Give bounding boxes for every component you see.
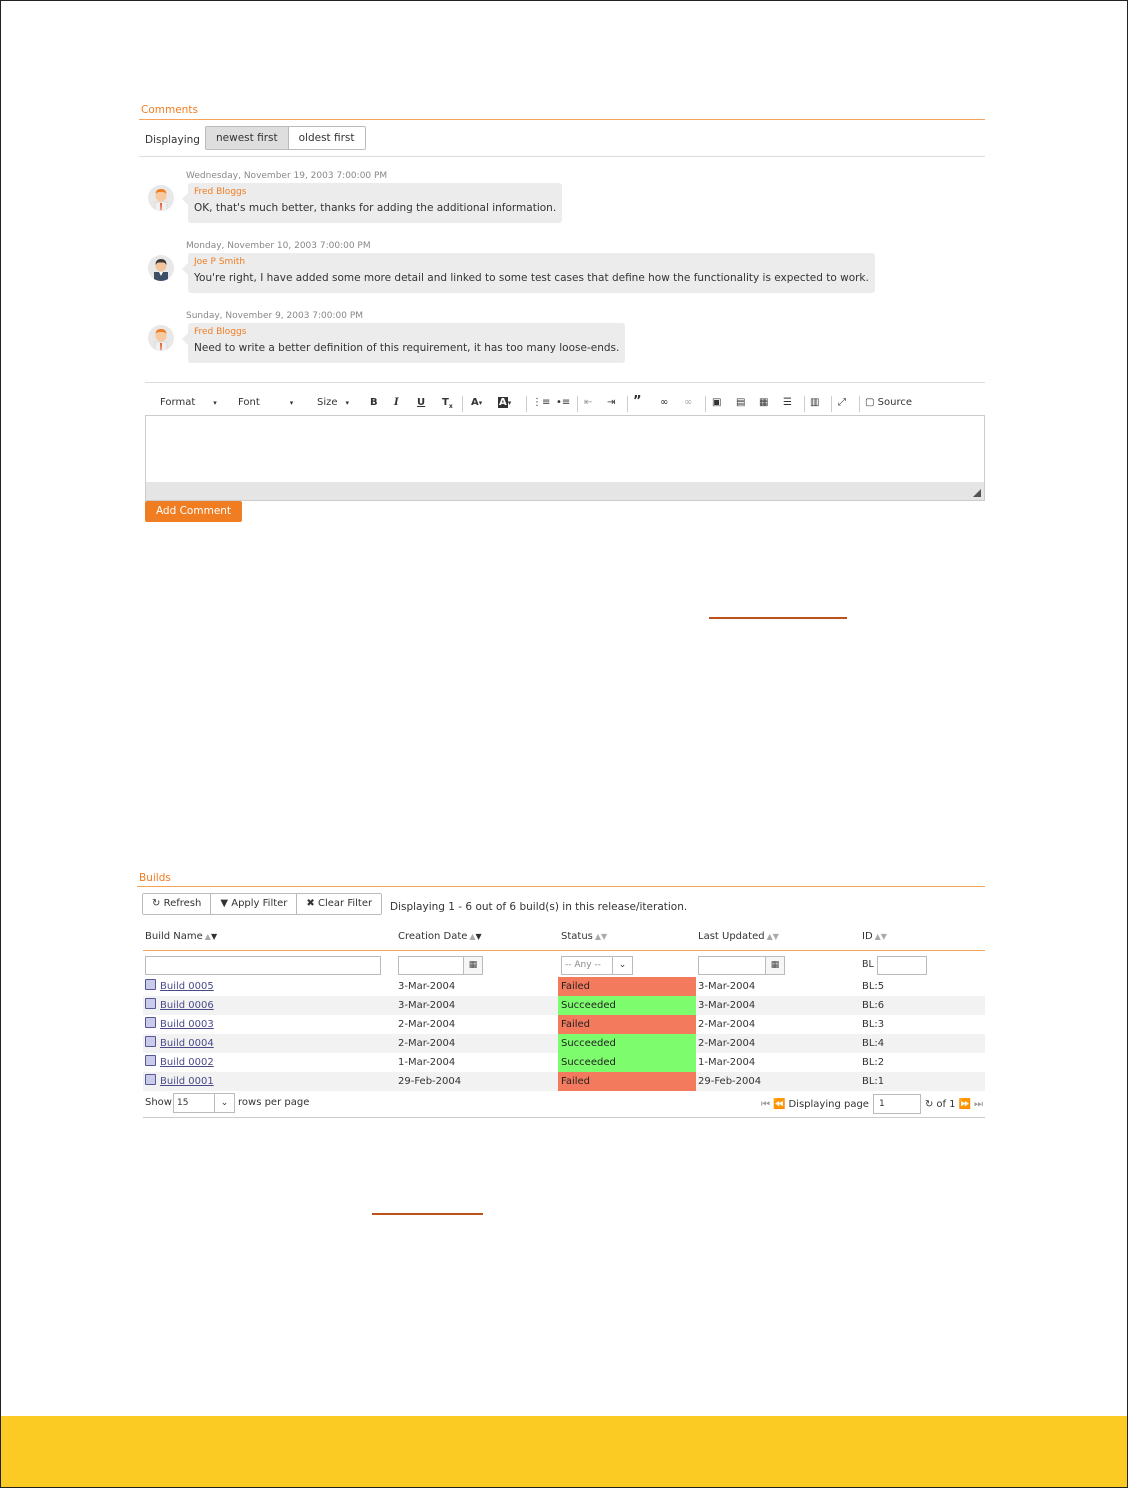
- toolbar-separator: [526, 396, 527, 412]
- toolbar-separator: [627, 396, 628, 412]
- editor-status-bar: [146, 482, 984, 500]
- format-dropdown[interactable]: [160, 397, 217, 408]
- build-icon: [145, 1055, 156, 1066]
- comment-author[interactable]: Fred Bloggs: [194, 187, 247, 197]
- clear-filter-button[interactable]: [296, 894, 381, 914]
- last-updated-filter-input[interactable]: [698, 956, 766, 975]
- source-button[interactable]: [865, 397, 912, 408]
- close-icon: ✖: [306, 898, 315, 909]
- apply-filter-label: Apply Filter: [231, 898, 288, 909]
- outdent-icon[interactable]: ⇤: [584, 397, 593, 408]
- resize-grip-icon[interactable]: [973, 489, 981, 497]
- comment-text: OK, that's much better, thanks for adding the additional information.: [194, 202, 557, 214]
- table-row: [143, 1015, 985, 1034]
- comment-author[interactable]: Joe P Smith: [194, 257, 246, 267]
- status-filter-select[interactable]: [561, 956, 633, 975]
- build-name-link[interactable]: Build 0003: [160, 1019, 214, 1030]
- build-icon: [145, 1017, 156, 1028]
- bulleted-list-icon[interactable]: •≡: [556, 397, 571, 408]
- avatar: [148, 325, 174, 351]
- column-header-last-updated[interactable]: Last Updated ▲▼: [698, 931, 779, 942]
- clear-format-icon[interactable]: $T_x$: [442, 397, 453, 410]
- sort-icon: ▲▼: [469, 932, 482, 941]
- comment-sort-toggle: [205, 126, 366, 150]
- comment-text: Need to write a better definition of this requirement, it has too many loose-ends.: [194, 342, 620, 354]
- id-cell: BL:2: [862, 1057, 885, 1068]
- user-avatar-icon: [148, 325, 174, 351]
- table-row: [143, 977, 985, 996]
- rows-per-page-value: 15: [177, 1098, 189, 1108]
- displaying-page-label: Displaying page: [788, 1098, 869, 1110]
- id-cell: BL:6: [862, 1000, 885, 1011]
- status-cell: Succeeded: [558, 1053, 696, 1072]
- source-label: Source: [877, 397, 912, 408]
- refresh-label: Refresh: [163, 898, 202, 909]
- toolbar-separator: [859, 396, 860, 412]
- toolbar-separator: [831, 396, 832, 412]
- paste-icon[interactable]: ▥: [810, 397, 820, 408]
- add-comment-button[interactable]: Add Comment: [145, 501, 242, 522]
- builds-title-rule: [137, 886, 985, 887]
- filter-icon: ▼: [220, 898, 229, 909]
- embed-icon[interactable]: ▤: [736, 397, 746, 408]
- comment-date: Sunday, November 9, 2003 7:00:00 PM: [186, 311, 364, 321]
- status-cell: Succeeded: [558, 996, 696, 1015]
- show-label: Show: [145, 1097, 172, 1108]
- id-cell: BL:4: [862, 1038, 885, 1049]
- last-updated-cell: 3-Mar-2004: [698, 981, 756, 992]
- last-updated-cell: 2-Mar-2004: [698, 1038, 756, 1049]
- id-filter-prefix: BL: [862, 959, 874, 970]
- maximize-icon[interactable]: ⤢: [838, 397, 846, 408]
- text-underline-decoration: [372, 1213, 483, 1215]
- last-updated-cell: 29-Feb-2004: [698, 1076, 762, 1087]
- build-icon: [145, 998, 156, 1009]
- pager: [761, 1093, 983, 1115]
- blockquote-icon[interactable]: ”: [633, 394, 642, 409]
- creation-date-cell: 1-Mar-2004: [398, 1057, 456, 1068]
- horizontal-rule-icon[interactable]: ☰: [783, 397, 792, 408]
- size-label: Size: [317, 397, 338, 408]
- column-header-id[interactable]: ID ▲▼: [862, 931, 887, 942]
- sort-icon: ▲▼: [766, 932, 779, 941]
- id-cell: BL:1: [862, 1076, 885, 1087]
- grid-footer: [143, 1092, 985, 1116]
- calendar-icon[interactable]: ▦: [765, 956, 785, 975]
- status-filter-value: -- Any --: [565, 960, 601, 970]
- comments-divider: [139, 156, 985, 157]
- indent-icon[interactable]: ⇥: [607, 397, 616, 408]
- creation-date-cell: 2-Mar-2004: [398, 1038, 456, 1049]
- font-dropdown[interactable]: [238, 397, 293, 408]
- newest-first-button[interactable]: newest first: [206, 127, 289, 149]
- status-cell: Failed: [558, 977, 696, 996]
- chevron-down-icon: ▾: [213, 399, 217, 407]
- user-avatar-icon: [148, 185, 174, 211]
- rows-per-page-label: rows per page: [238, 1097, 310, 1108]
- last-updated-cell: 1-Mar-2004: [698, 1057, 756, 1068]
- rows-per-page-select[interactable]: [173, 1093, 235, 1113]
- toolbar-separator: [705, 396, 706, 412]
- editor-top-rule: [145, 382, 985, 383]
- clear-filter-label: Clear Filter: [318, 898, 373, 909]
- user-avatar-icon: [148, 255, 174, 281]
- last-updated-cell: 2-Mar-2004: [698, 1019, 756, 1030]
- builds-title: Builds: [139, 872, 171, 884]
- table-row: [143, 1072, 985, 1091]
- bold-icon[interactable]: B: [370, 397, 378, 408]
- status-cell: Failed: [558, 1015, 696, 1034]
- first-page-icon[interactable]: ⏮: [761, 1098, 771, 1110]
- underline-icon[interactable]: U: [417, 397, 426, 408]
- chevron-down-icon: ⌄: [214, 1094, 234, 1112]
- avatar: [148, 185, 174, 211]
- table-icon[interactable]: ▦: [759, 397, 769, 408]
- comments-title-rule: [139, 119, 985, 120]
- sort-icon: ▲▼: [204, 932, 218, 941]
- displaying-label: Displaying: [145, 134, 200, 146]
- footer-band: [1, 1416, 1127, 1487]
- image-icon[interactable]: ▣: [712, 397, 722, 408]
- table-row: [143, 1034, 985, 1053]
- build-name-link[interactable]: Build 0004: [160, 1038, 214, 1049]
- font-label: Font: [238, 397, 260, 408]
- status-cell: Succeeded: [558, 1034, 696, 1053]
- sort-icon: ▲▼: [594, 932, 608, 941]
- source-icon: ▢: [865, 397, 875, 408]
- chevron-down-icon: ▾: [289, 399, 294, 407]
- comment-bubble: [188, 183, 562, 223]
- toolbar-separator: [804, 396, 805, 412]
- comment-author[interactable]: Fred Bloggs: [194, 327, 247, 337]
- comment-date: Wednesday, November 19, 2003 7:00:00 PM: [186, 171, 388, 181]
- chevron-down-icon: ⌄: [612, 957, 632, 974]
- comments-title: Comments: [141, 104, 198, 116]
- comment-bubble: [188, 323, 625, 363]
- last-updated-cell: 3-Mar-2004: [698, 1000, 756, 1011]
- build-name-link[interactable]: Build 0005: [160, 981, 214, 992]
- calendar-icon[interactable]: ▦: [463, 956, 483, 975]
- oldest-first-button[interactable]: oldest first: [289, 127, 365, 149]
- status-cell: Failed: [558, 1072, 696, 1091]
- column-header-build-name[interactable]: Build Name ▲▼: [145, 931, 218, 942]
- avatar: [148, 255, 174, 281]
- build-icon: [145, 1036, 156, 1047]
- creation-date-cell: 3-Mar-2004: [398, 981, 456, 992]
- refresh-icon: ↻: [152, 898, 161, 909]
- comment-date: Monday, November 10, 2003 7:00:00 PM: [186, 241, 371, 251]
- comment-editor[interactable]: [145, 415, 985, 501]
- creation-date-cell: 3-Mar-2004: [398, 1000, 456, 1011]
- comment-bubble: [188, 253, 875, 293]
- build-name-link[interactable]: Build 0001: [160, 1076, 214, 1087]
- builds-toolbar: [142, 893, 382, 915]
- table-row: [143, 1053, 985, 1072]
- build-name-link[interactable]: Build 0002: [160, 1057, 214, 1068]
- column-header-creation-date[interactable]: Creation Date ▲▼: [398, 931, 482, 942]
- creation-date-cell: 29-Feb-2004: [398, 1076, 462, 1087]
- toolbar-separator: [577, 396, 578, 412]
- refresh-button[interactable]: [143, 894, 210, 914]
- text-color-icon[interactable]: A▾: [471, 397, 483, 408]
- size-dropdown[interactable]: [317, 397, 349, 408]
- creation-date-filter-input[interactable]: [398, 956, 464, 975]
- link-icon[interactable]: ∞: [660, 397, 669, 408]
- id-filter-input[interactable]: [877, 956, 927, 975]
- creation-date-cell: 2-Mar-2004: [398, 1019, 456, 1030]
- page-count-label: of 1: [936, 1098, 956, 1110]
- header-rule: [143, 950, 985, 951]
- id-cell: BL:5: [862, 981, 885, 992]
- numbered-list-icon[interactable]: ⋮≡: [532, 397, 551, 408]
- build-name-link[interactable]: Build 0006: [160, 1000, 214, 1011]
- grid-bottom-rule: [143, 1117, 985, 1118]
- italic-icon[interactable]: I: [394, 397, 399, 408]
- text-underline-decoration: [709, 617, 847, 619]
- column-header-status[interactable]: Status ▲▼: [561, 931, 608, 942]
- build-name-filter-input[interactable]: [145, 956, 381, 975]
- editor-toolbar: [145, 394, 985, 414]
- next-page-icon[interactable]: ⏩: [958, 1098, 971, 1110]
- apply-filter-button[interactable]: [210, 894, 296, 914]
- sort-icon: ▲▼: [874, 932, 887, 941]
- background-color-icon[interactable]: A▾: [499, 397, 512, 408]
- previous-page-icon[interactable]: ⏪: [773, 1098, 786, 1110]
- last-page-icon[interactable]: ⏭: [974, 1098, 983, 1110]
- table-row: [143, 996, 985, 1015]
- chevron-down-icon: ▾: [345, 399, 350, 407]
- format-label: Format: [160, 397, 196, 408]
- builds-count-text: Displaying 1 - 6 out of 6 build(s) in this release/iteration.: [390, 901, 688, 913]
- unlink-icon[interactable]: ∞: [684, 397, 693, 408]
- refresh-page-icon[interactable]: ↻: [924, 1098, 934, 1110]
- page-number-input[interactable]: 1: [873, 1094, 921, 1114]
- comment-text: You're right, I have added some more detail and linked to some test cases that define how the functionality is expected to work.: [194, 272, 869, 284]
- build-icon: [145, 1074, 156, 1085]
- build-icon: [145, 979, 156, 990]
- toolbar-separator: [462, 396, 463, 412]
- id-cell: BL:3: [862, 1019, 885, 1030]
